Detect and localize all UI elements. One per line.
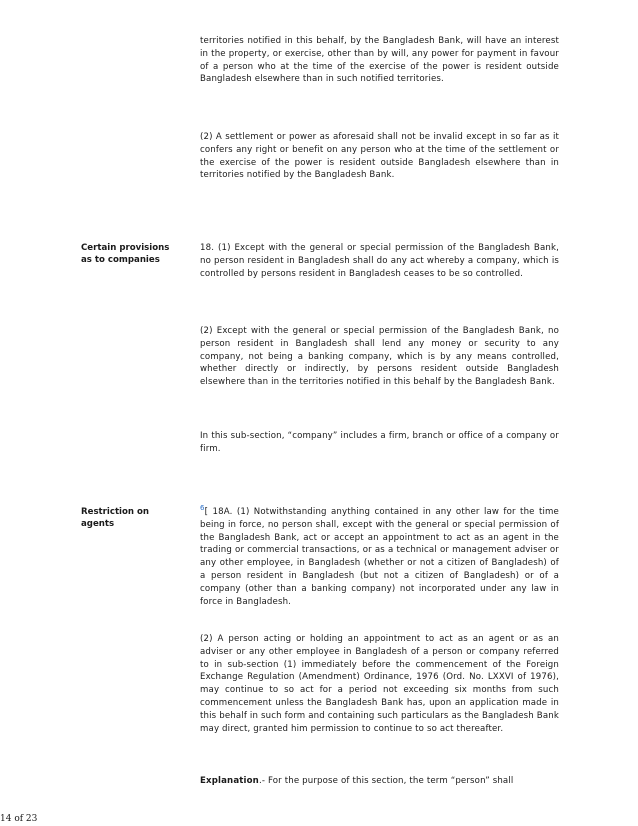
section-18a-1-text: [ 18A. (1) Notwithstanding anything contained in any other law for the time being in force, no person shall, except with the general or special permission of the Bangladesh Bank, act or accept an appointment to act as an agent in the trading or commercial transactions, or as a technical or management adviser or any other employee, in Bangladesh (whether or not a citizen of Bangladesh) of a person resident in Bangladesh (but not a citizen of Bangladesh) or of a company (other than a banking company) not incorporated under any law in force in Bangladesh.	[200, 507, 559, 607]
paragraph-section-18a-1	[200, 506, 559, 608]
margin-note-restriction-agents: Restriction on agents	[81, 507, 150, 530]
paragraph-territories: territories notified in this behalf, by the Bangladesh Bank, will have an interest in the property, or exercise, other than by will, any power for payment in favour of a person who at the time of the exercise of the power is resident outside Bangladesh elsewhere than in such notified territories.	[200, 36, 559, 85]
explanation-text: .- For the purpose of this section, the term “person” shall	[258, 776, 514, 786]
paragraph-settlement: (2) A settlement or power as aforesaid shall not be invalid except in so far as it confers any right or benefit on any person who at the time of the settlement or the exercise of the power is resident outside Bangladesh elsewhere than in territories notified by the Bangladesh Bank.	[200, 132, 559, 181]
paragraph-explanation	[200, 775, 559, 788]
paragraph-section-18-2: (2) Except with the general or special permission of the Bangladesh Bank, no person resident in Bangladesh shall lend any money or security to any company, not being a banking company, which is by any means controlled, whether directly or indirectly, by persons resident outside Bangladesh elsewhere than in the territories notified in this behalf by the Bangladesh Bank.	[200, 326, 559, 388]
paragraph-section-18-1: 18. (1) Except with the general or special permission of the Bangladesh Bank, no person resident in Bangladesh shall do any act whereby a company, which is controlled by persons resident in Bangladesh ceases to be so controlled.	[200, 243, 559, 279]
paragraph-section-18a-2: (2) A person acting or holding an appointment to act as an agent or as an adviser or any other employee in Bangladesh of a person or company referred to in sub-section (1) immediately before the commencement of the Foreign Exchange Regulation (Amendment) Ordinance, 1976 (Ord. No. LXXVI of 1976), may continue to so act for a period not exceeding six months from such commencement unless the Bangladesh Bank has, upon an application made in this behalf in such form and containing such particulars as the Bangladesh Bank may direct, granted him permission to continue to so act thereafter.	[200, 634, 559, 734]
page-number: 14 of 23	[0, 814, 38, 824]
explanation-label: Explanation	[200, 776, 259, 786]
margin-note-certain-provisions: Certain provisions as to companies	[81, 243, 170, 266]
paragraph-company-definition: In this sub-section, “company” includes a firm, branch or office of a company or firm.	[200, 431, 559, 454]
footnote-reference-link[interactable]: 6	[200, 504, 205, 513]
